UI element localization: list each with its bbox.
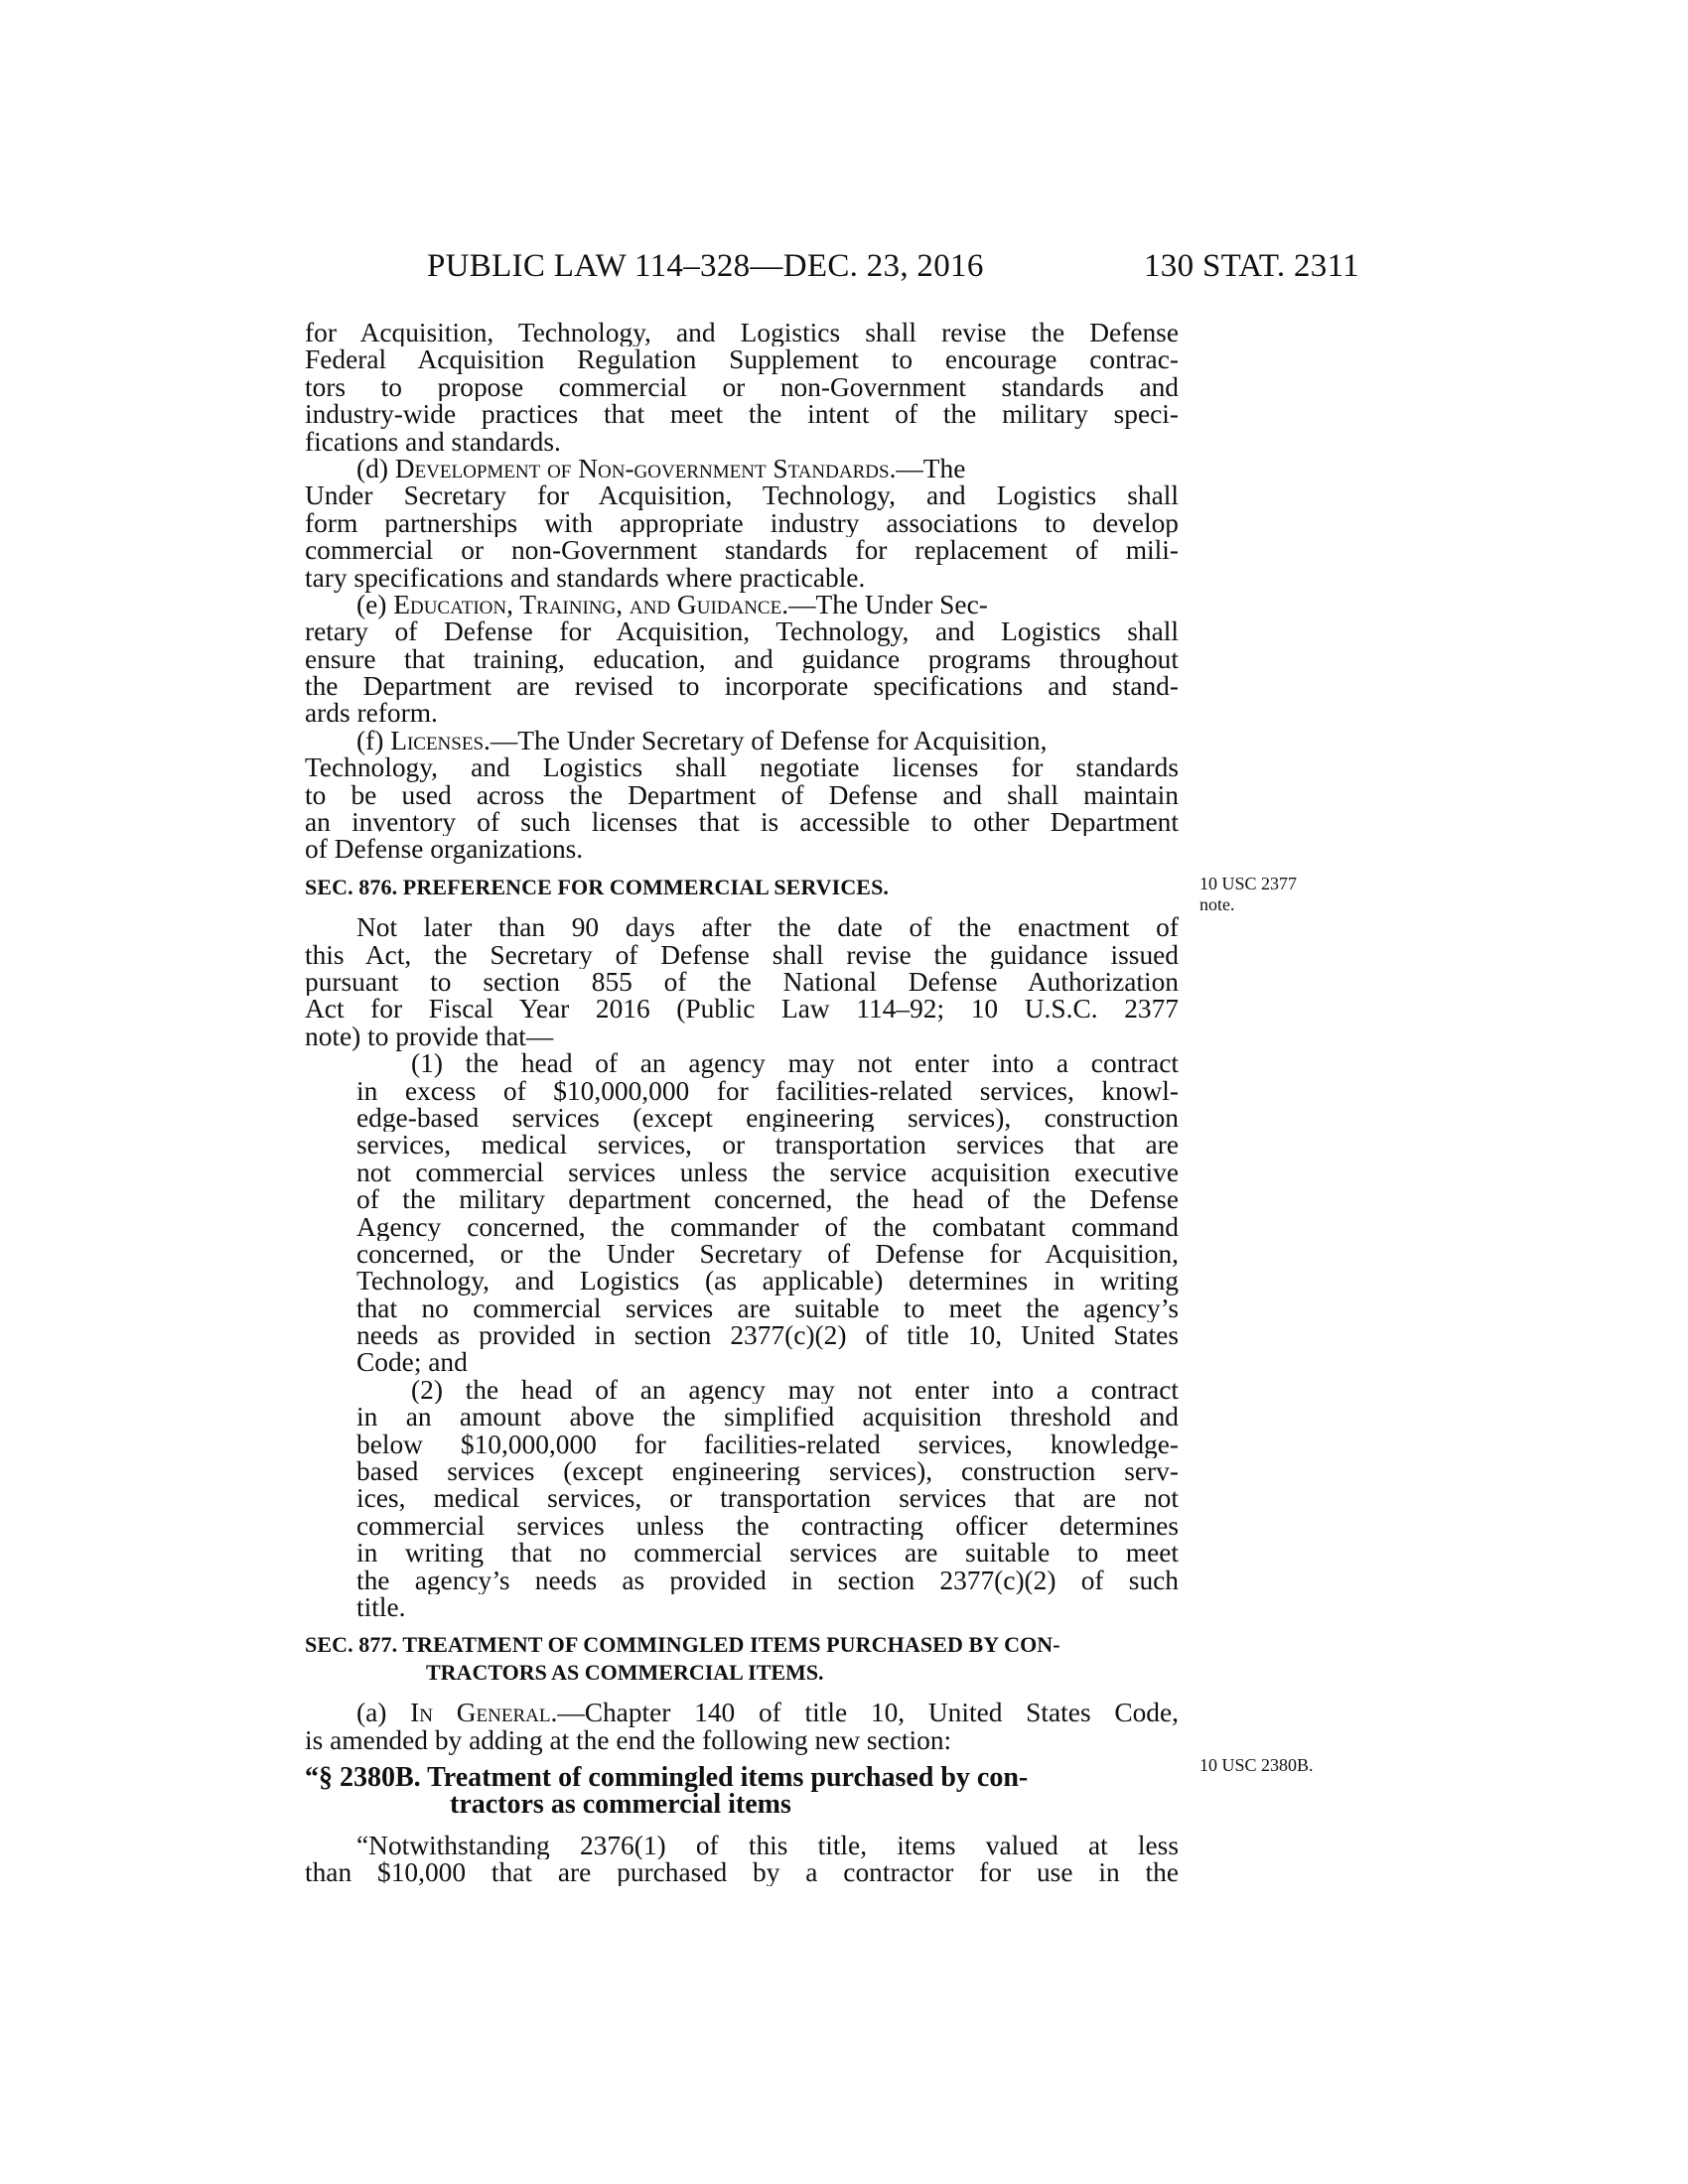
subsection-e-heading-line <box>305 589 1179 619</box>
subsection-a-label: (a) <box>356 1700 411 1727</box>
text-line: “Notwithstanding 2376(1) of this title, items valued at less <box>356 1832 1179 1860</box>
subsection-f-title: Licenses <box>390 725 485 755</box>
text-line: tary specifications and standards where practicable. <box>305 562 866 593</box>
subsection-a-heading-line <box>305 1700 1179 1726</box>
text-line: fications and standards. <box>305 426 561 457</box>
text-line: commercial services unless the contracting officer determines <box>356 1512 1179 1541</box>
text-line: retary of Defense for Acquisition, Technology, and Logistics shall <box>305 618 1179 646</box>
subsection-f-heading-line <box>305 725 1179 755</box>
text-line: in an amount above the simplified acquisition threshold and <box>356 1404 1179 1432</box>
text-line: form partnerships with appropriate industry associations to develop <box>305 509 1179 538</box>
subsection-e-title: Education, Training, and Guidance <box>393 589 782 619</box>
text-line: industry-wide practices that meet the intent of the military speci- <box>305 401 1179 429</box>
paragraph-1-first-line: (1) the head of an agency may not enter into a contract <box>411 1050 1179 1078</box>
subsection-d-title: Development of Non-government Standards <box>394 453 890 483</box>
text-line: than $10,000 that are purchased by a contractor for use in the <box>305 1859 1179 1887</box>
running-header-title: PUBLIC LAW 114–328—DEC. 23, 2016 <box>427 248 984 284</box>
text-line: in excess of $10,000,000 for facilities-related services, knowl- <box>356 1077 1179 1105</box>
text-line: an inventory of such licenses that is accessible to other Department <box>305 809 1179 837</box>
text-line: Federal Acquisition Regulation Supplement to encourage contrac- <box>305 346 1179 374</box>
text-line: ices, medical services, or transportation services that are not <box>356 1485 1179 1513</box>
text-line: Technology, and Logistics (as applicable) determines in writing <box>356 1268 1179 1296</box>
document-body <box>305 320 1179 1886</box>
text-line: is amended by adding at the end the following new section: <box>305 1724 952 1755</box>
margin-note-2380b: 10 USC 2380B. <box>1199 1755 1314 1775</box>
subsection-d-heading-line <box>305 453 1179 483</box>
section-877-heading-line2: TRACTORS AS COMMERCIAL ITEMS. <box>426 1659 824 1685</box>
text-line: needs as provided in section 2377(c)(2) of title 10, United States <box>356 1322 1179 1350</box>
text-line: Agency concerned, the commander of the combatant command <box>356 1213 1179 1241</box>
text-line: note) to provide that— <box>305 1021 554 1051</box>
text-line: below $10,000,000 for facilities-related services, knowledge- <box>356 1431 1179 1459</box>
text-line: of Defense organizations. <box>305 834 584 865</box>
margin-note-876-line1: 10 USC 2377 <box>1199 874 1298 893</box>
text-line: for Acquisition, Technology, and Logistics shall revise the Defense <box>305 320 1179 347</box>
subsection-f-label: (f) <box>356 725 391 755</box>
text-line: Technology, and Logistics shall negotiate licenses for standards <box>305 754 1179 782</box>
text-line: the agency’s needs as provided in section 2377(c)(2) of such <box>356 1567 1179 1594</box>
text-line: not commercial services unless the service acquisition executive <box>356 1159 1179 1187</box>
text-line: commercial or non-Government standards for replacement of mili- <box>305 537 1179 565</box>
margin-note-876-line2: note. <box>1199 894 1235 914</box>
text-line: ards reform. <box>305 698 438 729</box>
section-2380b-heading-line1: “§ 2380B. Treatment of commingled items purchased by con- <box>305 1761 1029 1793</box>
paragraph-2-first-line: (2) the head of an agency may not enter into a contract <box>411 1376 1179 1405</box>
text-line: to be used across the Department of Defense and shall maintain <box>305 781 1179 810</box>
text-line: services, medical services, or transportation services that are <box>356 1132 1179 1160</box>
text-line: ensure that training, education, and guidance programs throughout <box>305 645 1179 674</box>
subsection-f-lead: .—The Under Secretary of Defense for Acquisition, <box>484 725 1048 755</box>
margin-note-876 <box>1199 874 1297 915</box>
text-line: concerned, or the Under Secretary of Defense for Acquisition, <box>356 1240 1179 1269</box>
subsection-a-title: In General <box>410 1700 551 1727</box>
text-line: in writing that no commercial services are suitable to meet <box>356 1540 1179 1568</box>
subsection-e-label: (e) <box>356 589 394 619</box>
section-876-heading: SEC. 876. PREFERENCE FOR COMMERCIAL SERVICES. <box>305 874 890 899</box>
subsection-d-label: (d) <box>356 453 395 483</box>
section-2380b-heading-line2: tractors as commercial items <box>450 1789 791 1821</box>
text-line: this Act, the Secretary of Defense shall revise the guidance issued <box>305 941 1179 969</box>
subsection-a-lead: .—Chapter 140 of title 10, United States Code, <box>550 1700 1179 1727</box>
text-line: pursuant to section 855 of the National Defense Authorization <box>305 968 1179 997</box>
running-header-stat-page: 130 STAT. 2311 <box>1144 248 1359 284</box>
text-line: of the military department concerned, the head of the Defense <box>356 1186 1179 1214</box>
subsection-e-lead: .—The Under Sec- <box>781 589 988 619</box>
section-877-heading-line1: SEC. 877. TREATMENT OF COMMINGLED ITEMS PURCHASED BY CON- <box>305 1632 1060 1658</box>
subsection-d-lead: .—The <box>889 453 966 483</box>
text-line: tors to propose commercial or non-Government standards and <box>305 373 1179 402</box>
text-line: Act for Fiscal Year 2016 (Public Law 114–92; 10 U.S.C. 2377 <box>305 996 1179 1024</box>
text-line: the Department are revised to incorporate specifications and stand- <box>305 673 1179 701</box>
text-line: Code; and <box>356 1347 468 1378</box>
text-line: that no commercial services are suitable to meet the agency’s <box>356 1295 1179 1323</box>
text-line: based services (except engineering services), construction serv- <box>356 1458 1179 1486</box>
text-line: Under Secretary for Acquisition, Technology, and Logistics shall <box>305 482 1179 510</box>
text-line: Not later than 90 days after the date of the enactment of <box>356 914 1179 942</box>
text-line: title. <box>356 1591 406 1622</box>
text-line: edge-based services (except engineering services), construction <box>356 1104 1179 1133</box>
